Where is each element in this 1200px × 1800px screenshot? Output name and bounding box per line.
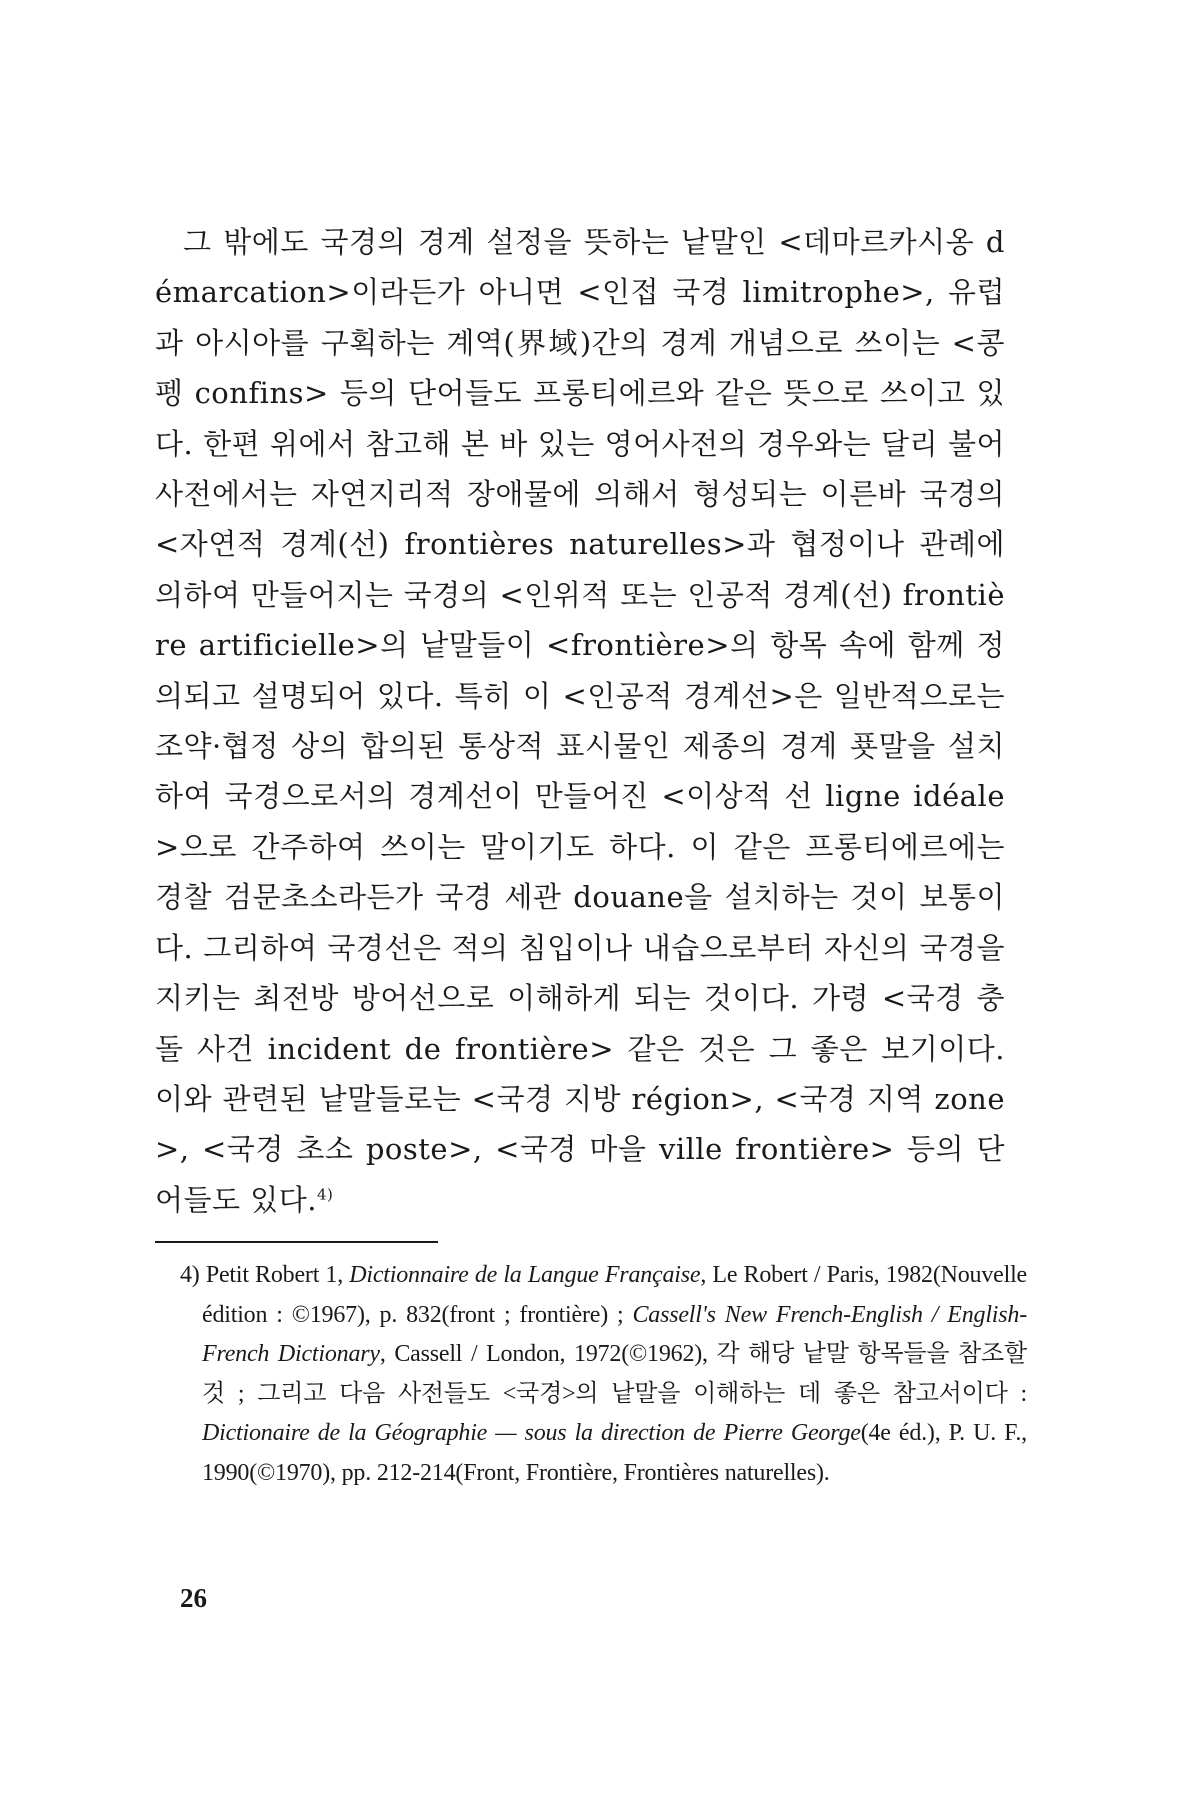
footnote-text-1: Petit Robert 1,: [199, 1262, 350, 1288]
paragraph-text: 그 밖에도 국경의 경계 설정을 뜻하는 낱말인 <데마르카시옹 démarcation>이라든가 아니면 <인접 국경 limitrophe>, 유럽과 아시아를 구획하는 계역(界域)간의 경계 개념으로 쓰이는 <콩펭 confins> 등의 단어들도 프롱티에르와 같은 뜻으로 쓰이고 있다. 한편 위에서 참고해 본 바 있는 영어사전의 경우와는 달리 불어사전에서는 자연지리적 장애물에 의해서 형성되는 이른바 국경의 <자연적 경계(선) frontières naturelles>과 협정이나 관례에 의하여 만들어지는 국경의 <인위적 또는 인공적 경계(선) frontière artificielle>의 낱말들이 <frontière>의 항목 속에 함께 정의되고 설명되어 있다. 특히 이 <인공적 경계선>은 일반적으로는 조약·협정 상의 합의된 통상적 표시물인 제종의 경계 푯말을 설치하여 국경으로서의 경계선이 만들어진 <이상적 선 ligne idéale>으로 간주하여 쓰이는 말이기도 하다. 이 같은 프롱티에르에는 경찰 검문초소라든가 국경 세관 douane을 설치하는 것이 보통이다. 그리하여 국경선은 적의 침입이나 내습으로부터 자신의 국경을 지키는 최전방 방어선으로 이해하게 되는 것이다. 가령 <국경 충돌 사건 incident de frontière> 같은 것은 그 좋은 보기이다. 이와 관련된 낱말들로는 <국경 지방 région>, <국경 지역 zone>, <국경 초소 poste>, <국경 마을 ville frontière> 등의 단어들도 있다.: [155, 225, 1005, 1217]
footnote-title-1: Dictionnaire de la Langue Française: [349, 1262, 701, 1288]
footnote: [180, 1256, 1027, 1494]
footnote-title-2: Cassell's New French-English / English-French Dictionary: [202, 1301, 1027, 1368]
footnote-reference: 4): [317, 1185, 334, 1204]
footnote-text-2: , Le Robert / Paris, 1982(Nouvelle édition : ©1967), p. 832(front ; frontière) ;: [202, 1262, 1027, 1328]
footnote-marker: 4): [180, 1262, 200, 1288]
footnote-title-3: Dictionaire de la Géographie — sous la direction de Pierre George: [202, 1420, 861, 1447]
footnote-text-3: , Cassell / London, 1972(©1962), 각 해당 낱말 항목들을 참조할 것 ; 그리고 다음 사전들도 <국경>의 낱말을 이해하는 데 좋은 참고서이다 :: [202, 1341, 1027, 1407]
main-paragraph: [155, 217, 1005, 1225]
footnote-divider: [155, 1241, 438, 1243]
page-number: 26: [180, 1583, 207, 1613]
footnote-text-4: (4e éd.), P. U. F., 1990(©1970), pp. 212-214(Front, Frontière, Frontières naturelles).: [202, 1420, 1027, 1486]
